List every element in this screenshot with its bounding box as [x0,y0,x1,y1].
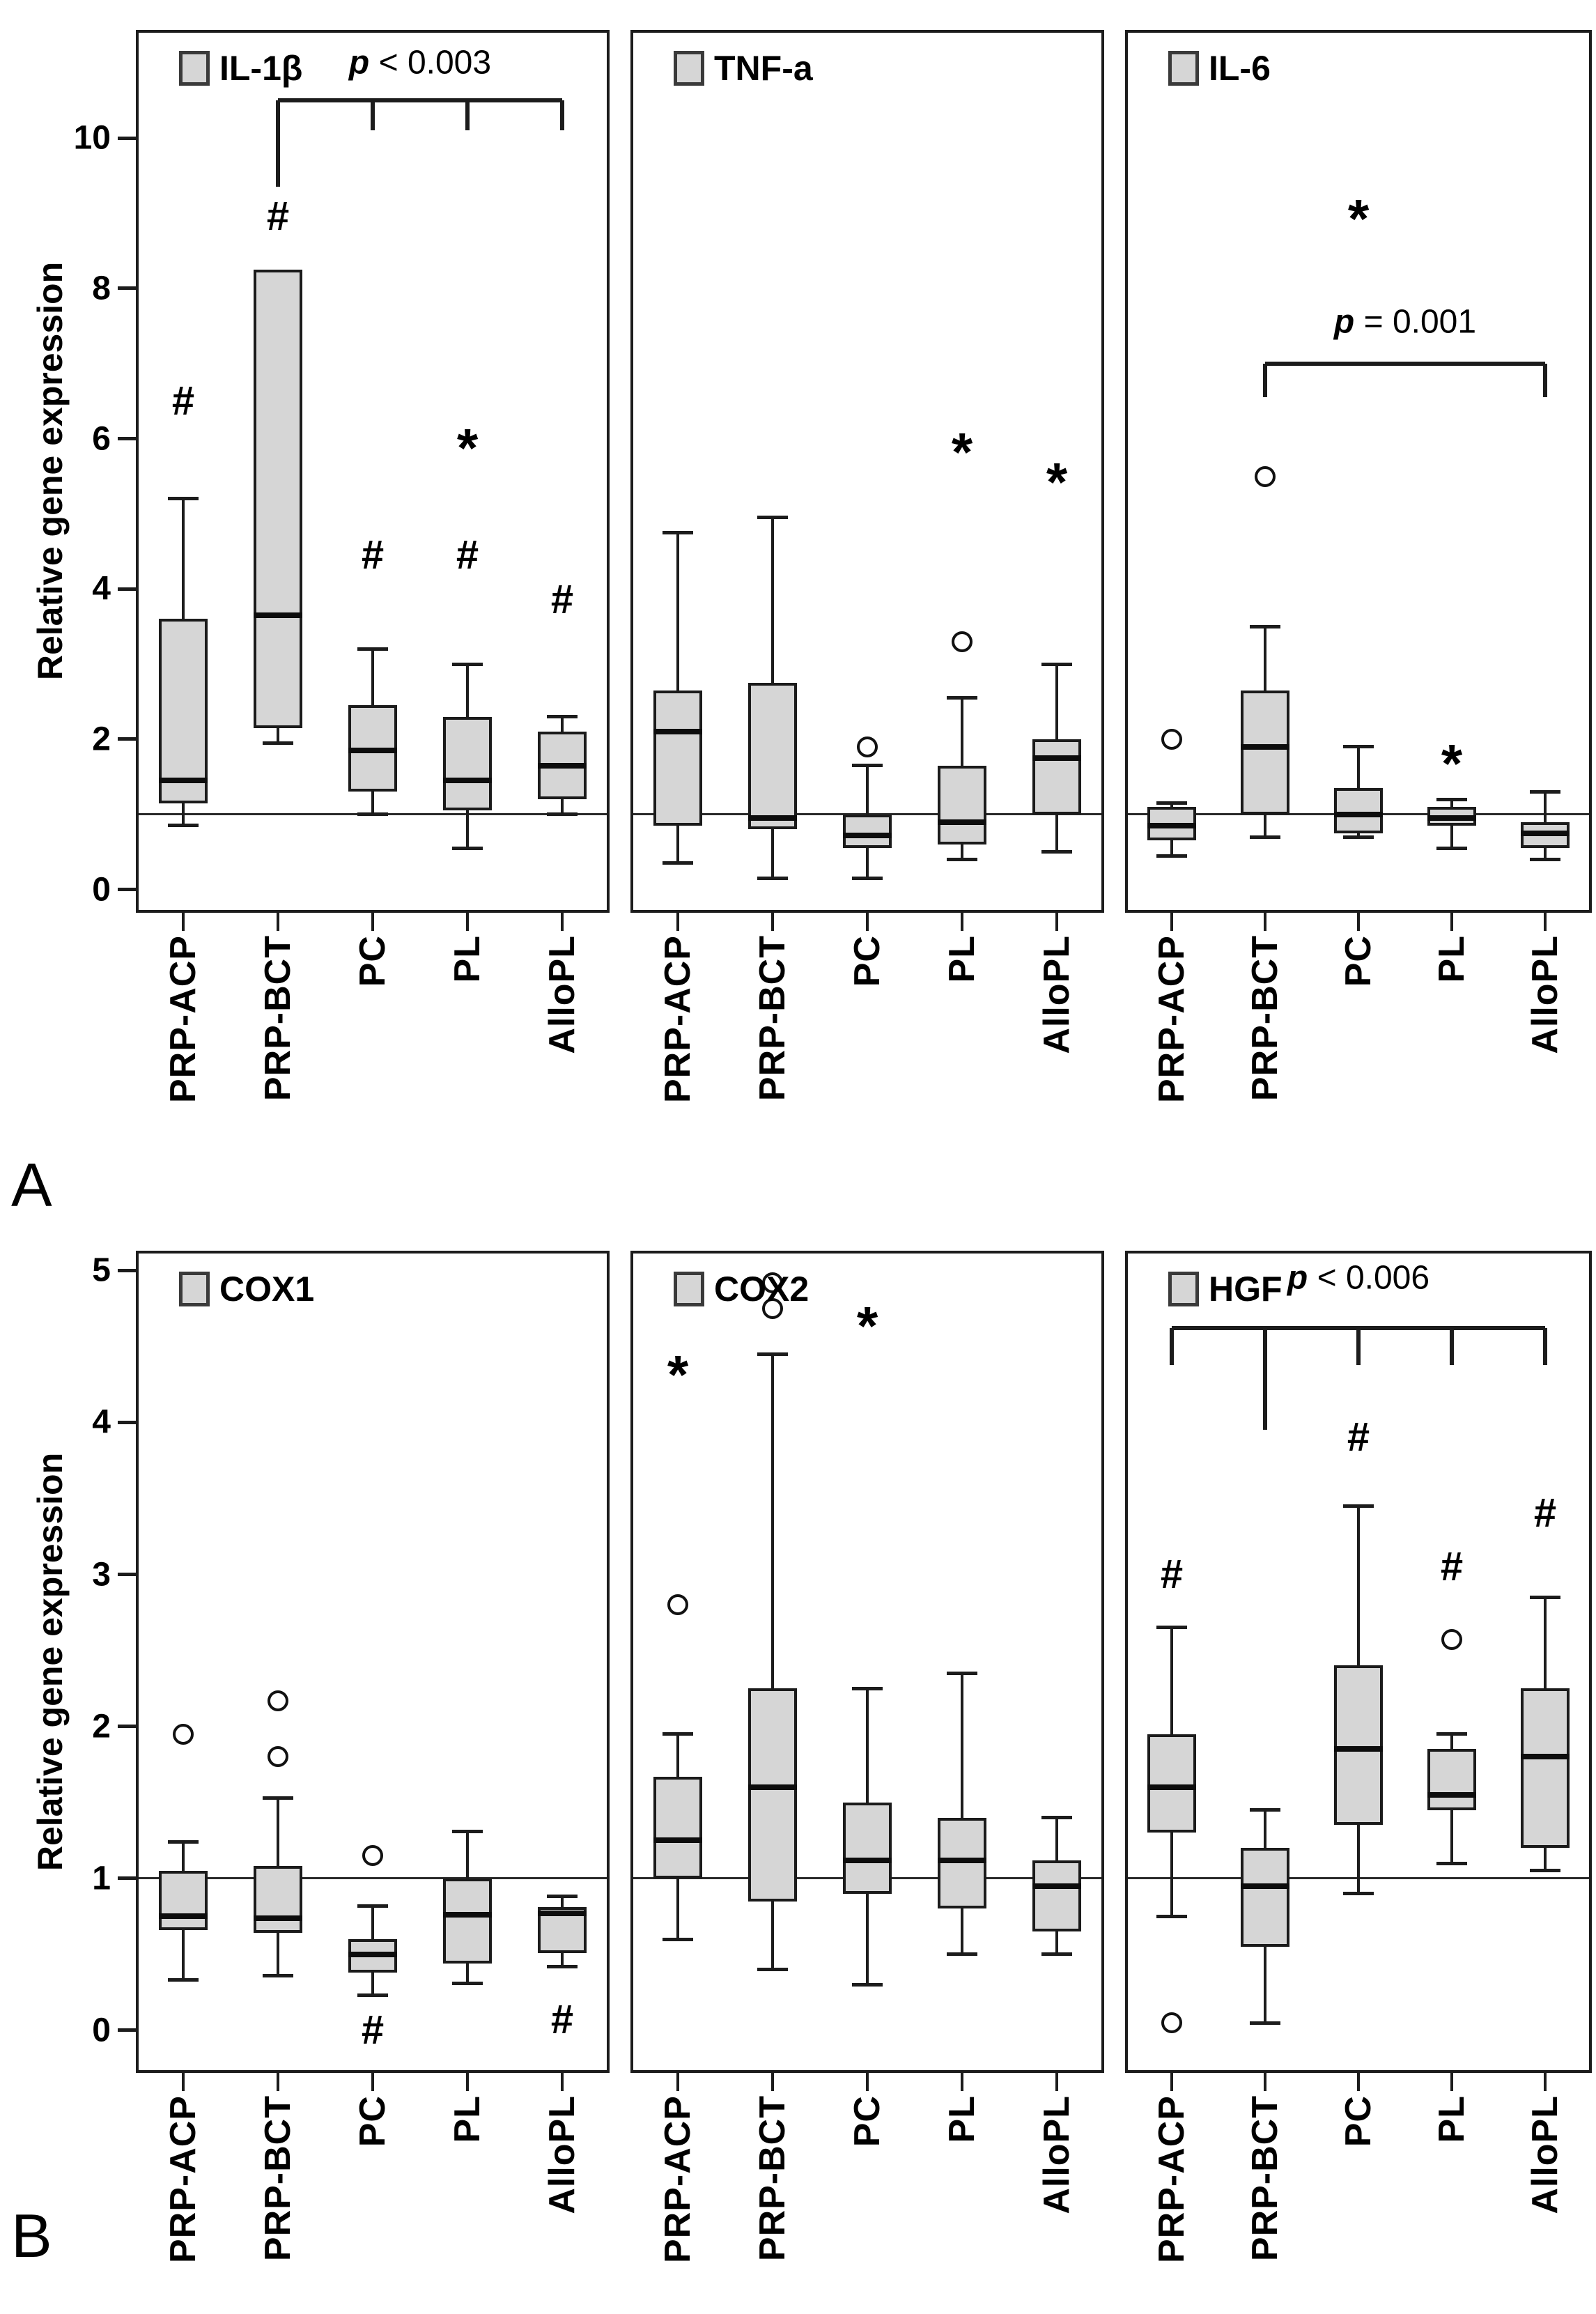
x-category-label: PL [942,935,982,983]
y-tick-label: 1 [92,1860,111,1897]
y-tick [118,1269,136,1272]
panel-border-il-1 [136,30,610,913]
p-value-label: p < 0.006 [1287,1259,1430,1297]
x-category-label: AlloPL [542,2095,582,2214]
x-category-label: PRP-BCT [752,2095,793,2262]
y-tick-label: 6 [92,420,111,458]
y-tick-label: 4 [92,570,111,608]
significance-star: * [1347,188,1370,250]
panel-border-il-6 [1125,30,1592,913]
x-category-label: PRP-BCT [1245,2095,1285,2262]
x-category-label: PL [447,2095,488,2143]
legend-gene-label: COX2 [714,1270,809,1309]
y-axis-title-row-b: Relative gene expression [31,1452,70,1872]
x-tick [561,913,564,931]
x-tick [182,913,185,931]
y-tick-label: 5 [92,1251,111,1289]
x-category-label: PL [1432,935,1472,983]
x-category-label: PC [1338,2095,1379,2147]
y-tick-label: 2 [92,720,111,758]
x-tick [1450,913,1453,931]
significance-hash: # [1347,1414,1370,1460]
y-tick [118,137,136,140]
x-tick [182,2073,185,2091]
y-tick [118,587,136,591]
x-tick [1055,913,1058,931]
y-tick [118,1573,136,1576]
x-tick [371,2073,374,2091]
x-category-label: PC [1338,935,1379,987]
x-tick [771,913,774,931]
significance-star: * [1441,732,1463,794]
row-letter-a: A [11,1150,52,1219]
x-category-label: PC [847,935,888,987]
y-tick-label: 4 [92,1403,111,1441]
x-tick [277,913,279,931]
significance-star: * [1046,451,1068,513]
significance-hash: # [550,577,574,623]
x-tick [466,2073,469,2091]
x-category-label: PRP-ACP [658,935,698,1104]
significance-hash: # [266,194,290,240]
panel-border-hgf [1125,1251,1592,2073]
significance-star: * [951,421,973,483]
x-tick [961,2073,963,2091]
legend-gene-label: HGF [1209,1270,1283,1309]
significance-hash: # [171,378,195,424]
panel-border-tnf-a [630,30,1104,913]
y-tick [118,437,136,440]
y-tick-label: 3 [92,1556,111,1594]
x-tick [1544,913,1547,931]
y-axis-title-row-a: Relative gene expression [31,261,70,681]
x-tick [1357,913,1360,931]
x-category-label: PL [1432,2095,1472,2143]
y-tick [118,2028,136,2032]
legend-gene-label: COX1 [219,1270,315,1309]
x-category-label: PRP-ACP [163,2095,203,2264]
x-tick [561,2073,564,2091]
x-tick [1264,913,1266,931]
x-tick [1544,2073,1547,2091]
x-tick [866,2073,869,2091]
significance-star: * [456,417,479,479]
x-category-label: AlloPL [542,935,582,1054]
y-tick [118,1725,136,1728]
significance-hash: # [1533,1490,1557,1536]
y-tick-label: 0 [92,871,111,909]
x-category-label: PL [447,935,488,983]
y-tick-label: 0 [92,2012,111,2049]
x-tick [277,2073,279,2091]
panel-border-cox1 [136,1251,610,2073]
significance-hash: # [1440,1543,1464,1589]
significance-hash: # [456,532,479,578]
x-tick [1264,2073,1266,2091]
x-category-label: PRP-BCT [1245,935,1285,1102]
legend-gene-label: IL-6 [1209,49,1271,88]
x-tick [1170,913,1173,931]
x-tick [676,2073,679,2091]
x-category-label: PC [352,2095,393,2147]
y-tick [118,1876,136,1880]
y-tick [118,286,136,290]
x-tick [1055,2073,1058,2091]
p-value-label: p = 0.001 [1333,303,1477,341]
x-category-label: AlloPL [1037,2095,1077,2214]
x-category-label: AlloPL [1525,935,1565,1054]
x-tick [676,913,679,931]
significance-hash: # [361,532,385,578]
x-tick [1170,2073,1173,2091]
p-value-label: p < 0.003 [348,44,492,82]
y-tick-label: 10 [73,119,111,157]
y-tick-label: 2 [92,1708,111,1745]
y-tick [118,1421,136,1424]
legend-gene-label: TNF-a [714,49,813,88]
x-tick [866,913,869,931]
panel-border-cox2 [630,1251,1104,2073]
significance-star: * [856,1295,878,1357]
significance-hash: # [361,2007,385,2053]
x-tick [1450,2073,1453,2091]
x-category-label: PL [942,2095,982,2143]
x-category-label: PRP-BCT [258,935,298,1102]
x-category-label: AlloPL [1037,935,1077,1054]
x-category-label: PRP-BCT [258,2095,298,2262]
x-tick [371,913,374,931]
y-tick-label: 8 [92,270,111,307]
legend-gene-label: IL-1β [219,49,303,88]
significance-star: * [667,1343,689,1405]
x-category-label: PRP-ACP [163,935,203,1104]
x-tick [771,2073,774,2091]
x-category-label: PC [847,2095,888,2147]
significance-hash: # [1160,1551,1184,1597]
y-tick [118,737,136,741]
x-category-label: PRP-ACP [1152,935,1192,1104]
row-letter-b: B [11,2201,52,2270]
x-category-label: PRP-BCT [752,935,793,1102]
y-tick [118,888,136,891]
x-tick [466,913,469,931]
significance-hash: # [550,1996,574,2042]
x-category-label: PRP-ACP [1152,2095,1192,2264]
x-tick [961,913,963,931]
x-category-label: PRP-ACP [658,2095,698,2264]
x-category-label: PC [352,935,393,987]
x-tick [1357,2073,1360,2091]
x-category-label: AlloPL [1525,2095,1565,2214]
